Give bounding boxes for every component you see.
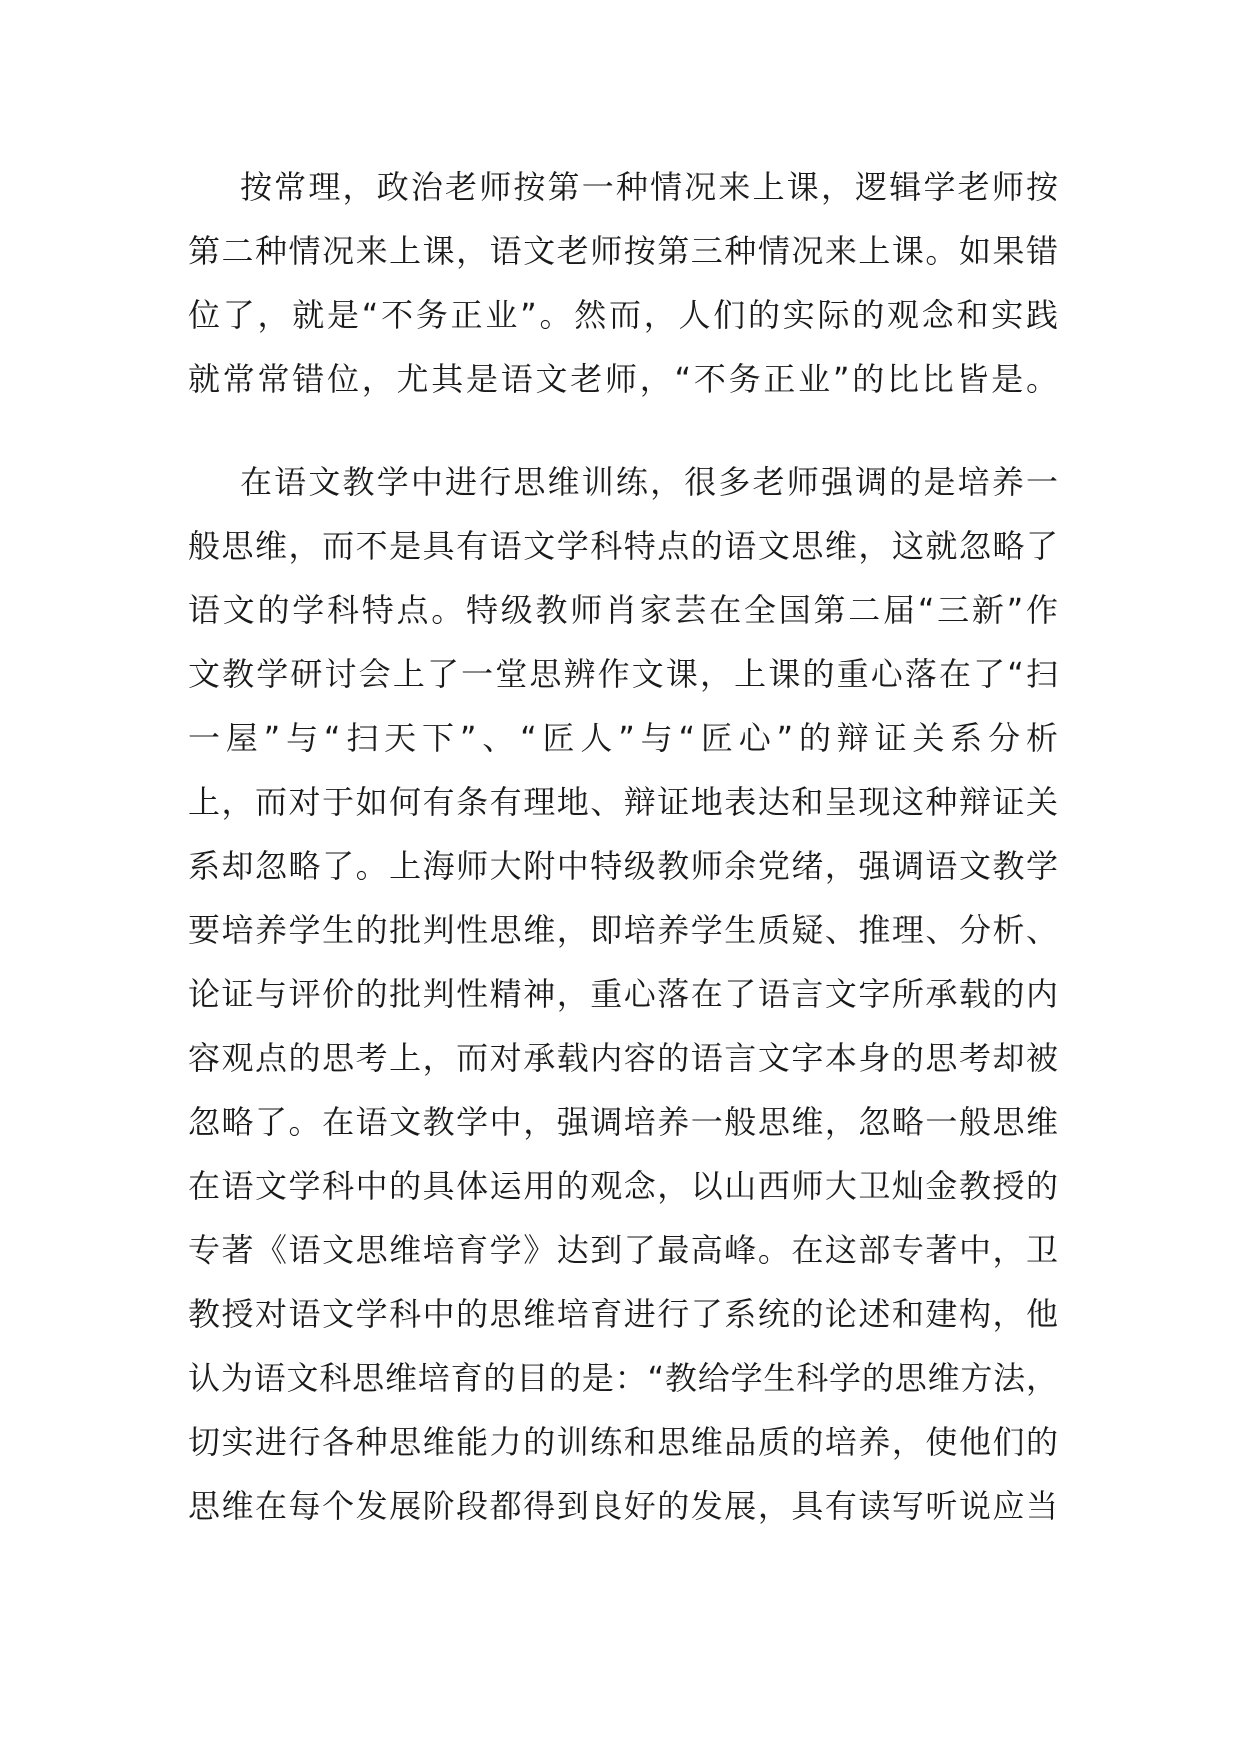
- text-line: 按常理，政治老师按第一种情况来上课，逻辑学老师按: [240, 168, 1058, 206]
- text-line: 就常常错位，尤其是语文老师，“不务正业”的比比皆是。: [188, 360, 1058, 398]
- text-line: 要培养学生的批判性思维，即培养学生质疑、推理、分析、: [188, 911, 1058, 949]
- text-line: 专著《语文思维培育学》达到了最高峰。在这部专著中，卫: [188, 1231, 1058, 1269]
- text-line: 论证与评价的批判性精神，重心落在了语言文字所承载的内: [188, 975, 1058, 1013]
- text-line: 文教学研讨会上了一堂思辨作文课，上课的重心落在了“扫: [188, 655, 1058, 693]
- text-line: 一屋”与“扫天下”、“匠人”与“匠心”的辩证关系分析: [188, 719, 1058, 757]
- text-line: 在语文学科中的具体运用的观念，以山西师大卫灿金教授的: [188, 1167, 1058, 1205]
- text-line: 思维在每个发展阶段都得到良好的发展，具有读写听说应当: [188, 1487, 1058, 1525]
- text-line: 上，而对于如何有条有理地、辩证地表达和呈现这种辩证关: [188, 783, 1058, 821]
- text-line: 语文的学科特点。特级教师肖家芸在全国第二届“三新”作: [188, 591, 1058, 629]
- text-line: 容观点的思考上，而对承载内容的语言文字本身的思考却被: [188, 1039, 1058, 1077]
- text-line: 般思维，而不是具有语文学科特点的语文思维，这就忽略了: [188, 527, 1058, 565]
- paragraph-2: [188, 450, 1058, 1538]
- paragraph-1: [188, 155, 1058, 411]
- text-line: 教授对语文学科中的思维培育进行了系统的论述和建构，他: [188, 1295, 1058, 1333]
- text-line: 系却忽略了。上海师大附中特级教师余党绪，强调语文教学: [188, 847, 1058, 885]
- text-line: 第二种情况来上课，语文老师按第三种情况来上课。如果错: [188, 232, 1058, 270]
- text-line: 在语文教学中进行思维训练，很多老师强调的是培养一: [240, 463, 1058, 501]
- text-line: 忽略了。在语文教学中，强调培养一般思维，忽略一般思维: [188, 1103, 1058, 1141]
- text-line: 认为语文科思维培育的目的是：“教给学生科学的思维方法，: [188, 1359, 1058, 1397]
- text-line: 切实进行各种思维能力的训练和思维品质的培养，使他们的: [188, 1423, 1058, 1461]
- text-line: 位了，就是“不务正业”。然而，人们的实际的观念和实践: [188, 296, 1058, 334]
